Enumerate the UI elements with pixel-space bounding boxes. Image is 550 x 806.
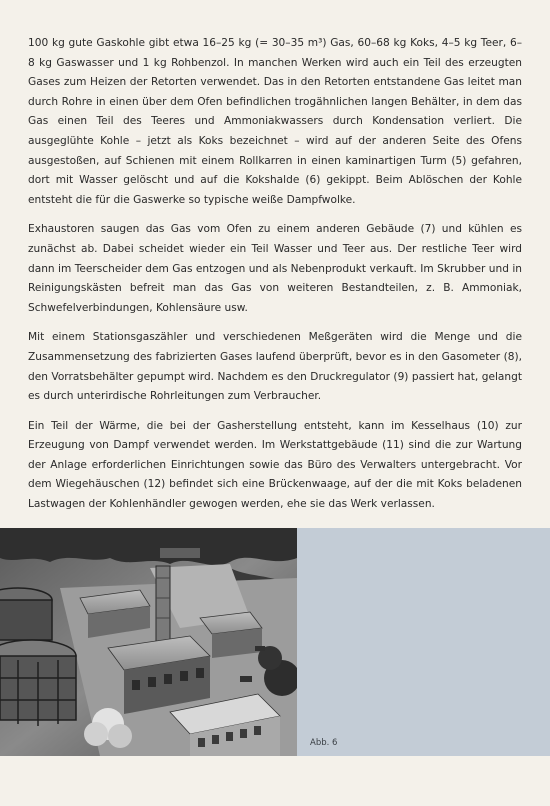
paragraph-1: 100 kg gute Gaskohle gibt etwa 16–25 kg (= 30–35 m³) Gas, 60–68 kg Koks, 4–5 kg Teer, 6–8 kg Gaswasser und 1 kg Rohbenzol. In manchen Werken wird auch ein Teil des erzeugten Gases zum Heizen der Retorten verwendet. Das in den Retorten entstandene Gas leitet man durch Rohre in einen über dem Ofen befindlichen trogähnlichen langen Behälter, in dem das Gas einen Teil des Teeres und Ammoniakwassers durch Kondensation verliert. Die ausgeglühte Kohle – jetzt als Koks bezeichnet – wird auf der anderen Seite des Ofens ausgestoßen, auf Schienen mit einem Rollkarren in einen kaminartigen Turm (5) gefahren, dort mit Wasser gelöscht und auf die Kokshalde (6) gekippt. Beim Ablöschen der Kohle entsteht die für die Gaswerke so typische weiße Dampfwolke. [28, 37, 522, 206]
caption-panel [297, 528, 550, 756]
gasworks-model-photo [0, 528, 297, 756]
paragraph-2: Exhaustoren saugen das Gas vom Ofen zu einem anderen Gebäude (7) und kühlen es zunächst ab. Dabei scheidet wieder ein Teil Wasser und Teer aus. Der restliche Teer wird dann im Teerscheider dem Gas entzogen und als Nebenprodukt verkauft. Im Skrubber und in Reinigungskästen befreit man das Gas von weiteren Bestandteilen, z. B. Ammoniak, Schwefelverbindungen, Kohlensäure usw. [28, 223, 522, 314]
paragraph-4: Ein Teil der Wärme, die bei der Gasherstellung entsteht, kann im Kesselhaus (10) zur Erzeugung von Dampf verwendet werden. Im Werkstattgebäude (11) sind die zur Wartung der Anlage erforderlichen Einrichtungen sowie das Büro des Verwalters untergebracht. Vor dem Wiegehäuschen (12) befindet sich eine Brückenwaage, auf der die mit Koks beladenen Lastwagen der Kohlenhändler gewogen werden, ehe sie das Werk verlassen. [28, 419, 522, 511]
figure-caption: Abb. 6 [310, 738, 338, 748]
figure-abb-6 [0, 528, 550, 756]
paragraph-3: Mit einem Stationsgaszähler und verschiedenen Meßgeräten wird die Menge und die Zusammensetzung des fabrizierten Gases laufend überprüft, bevor es in den Gasometer (8), den Vorratsbehälter gepumpt wird. Nachdem es den Druckregulator (9) passiert hat, gelangt es durch unterirdische Rohrleitungen zum Verbraucher. [28, 331, 522, 403]
article-text [28, 34, 522, 525]
